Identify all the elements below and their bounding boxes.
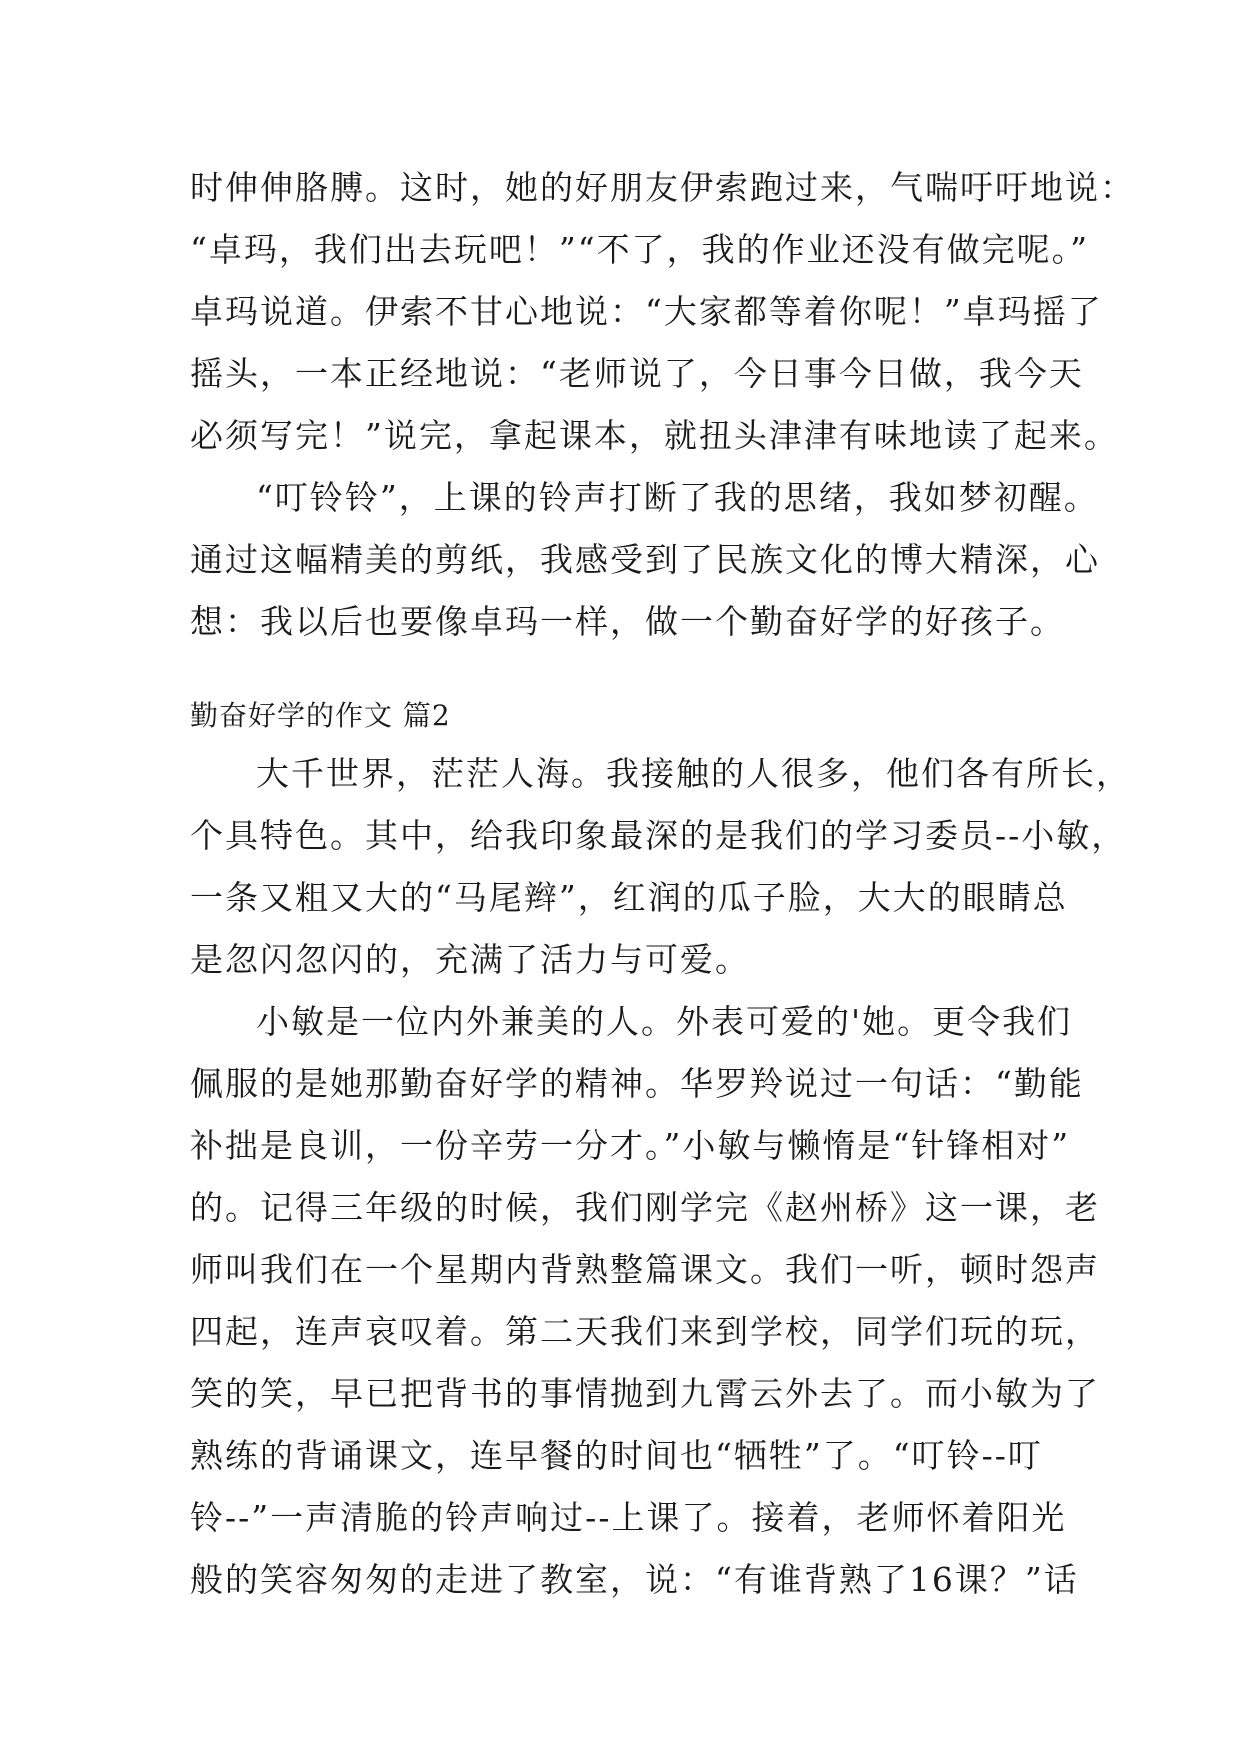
- text-line: 卓玛说道。伊索不甘心地说：“大家都等着你呢！”卓玛摇了: [190, 292, 1103, 331]
- text-line: 想：我以后也要像卓玛一样，做一个勤奋好学的好孩子。: [190, 602, 1065, 641]
- text-line: “卓玛，我们出去玩吧！”“不了，我的作业还没有做完呢。”: [190, 230, 1089, 269]
- text-line: 熟练的背诵课文，连早餐的时间也“牺牲”了。“叮铃--叮: [190, 1436, 1043, 1475]
- text-line: 的。记得三年级的时候，我们刚学完《赵州桥》这一课，老: [190, 1188, 1100, 1227]
- text-line: “叮铃铃”，上课的铃声打断了我的思绪，我如梦初醒。: [256, 478, 1099, 517]
- text-line: 必须写完！”说完，拿起课本，就扭头津津有味地读了起来。: [190, 416, 1119, 455]
- text-line: 笑的笑，早已把背书的事情抛到九霄云外去了。而小敏为了: [190, 1374, 1100, 1413]
- text-line: 通过这幅精美的剪纸，我感受到了民族文化的博大精深，心: [190, 540, 1100, 579]
- text-line: 般的笑容匆匆的走进了教室，说：“有谁背熟了16课？”话: [190, 1560, 1079, 1599]
- text-line: 是忽闪忽闪的，充满了活力与可爱。: [190, 940, 750, 979]
- text-line: 补拙是良训，一份辛劳一分才。”小敏与懒惰是“针锋相对”: [190, 1126, 1071, 1165]
- text-line: 佩服的是她那勤奋好学的精神。华罗羚说过一句话：“勤能: [190, 1064, 1084, 1103]
- text-line: 小敏是一位内外兼美的人。外表可爱的'她。更令我们: [256, 1002, 1073, 1041]
- section-heading: 勤奋好学的作文 篇2: [190, 699, 451, 732]
- text-line: 师叫我们在一个星期内背熟整篇课文。我们一听，顿时怨声: [190, 1250, 1100, 1289]
- text-line: 大千世界，茫茫人海。我接触的人很多，他们各有所长，: [256, 754, 1131, 793]
- text-line: 一条又粗又大的“马尾辫”，红润的瓜子脸，大大的眼睛总: [190, 878, 1068, 917]
- text-line: 个具特色。其中，给我印象最深的是我们的学习委员--小敏，: [190, 816, 1127, 855]
- text-line: 铃--”一声清脆的铃声响过--上课了。接着，老师怀着阳光: [190, 1498, 1067, 1537]
- text-line: 时伸伸胳膊。这时，她的好朋友伊索跑过来，气喘吁吁地说：: [190, 168, 1135, 207]
- text-line: 四起，连声哀叹着。第二天我们来到学校，同学们玩的玩，: [190, 1312, 1100, 1351]
- text-line: 摇头，一本正经地说：“老师说了，今日事今日做，我今天: [190, 354, 1084, 393]
